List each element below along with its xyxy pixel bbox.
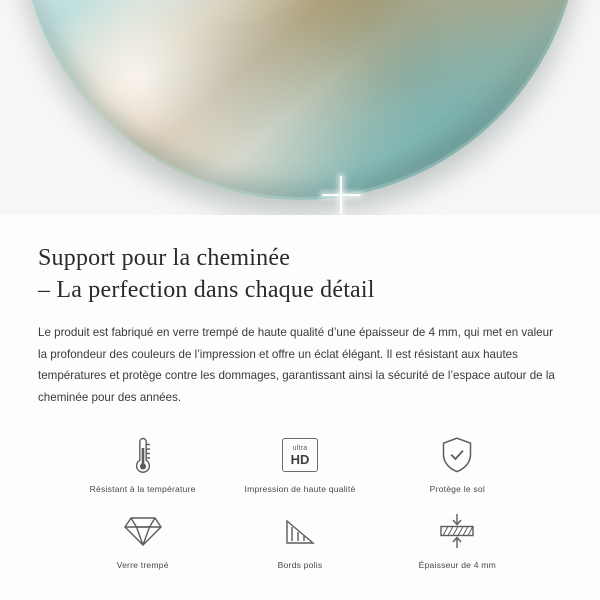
feature-item [379,508,536,570]
feature-label: Protège le sol [429,484,485,495]
feature-label: Bords polis [277,560,323,571]
feature-label: Épaisseur de 4 mm [418,560,497,571]
ultra-hd-badge-bottom: HD [290,451,310,467]
polished-edges-icon [283,508,317,554]
feature-grid [38,432,562,570]
description-paragraph: Le produit est fabriqué en verre trempé de haute qualité d’une épaisseur de 4 mm, qui met en valeur la profondeur des couleurs de l’impression et offre un éclat élégant. Il est résistant aux hautes températures et protège contre les dommages, garantissant ainsi la sécurité de l’espace autour de la cheminée pour des années. [38,326,555,404]
feature-item [64,432,221,494]
feature-label: Verre trempé [116,560,169,571]
shield-check-icon [440,432,474,478]
feature-item [379,432,536,494]
ultra-hd-icon [282,432,318,478]
glass-plate-image [20,0,580,200]
feature-item [221,508,378,570]
feature-item [64,508,221,570]
thermometer-icon [132,432,154,478]
text-content [0,215,600,570]
headline-line-2: – La perfection dans chaque détail [38,276,375,303]
feature-label: Impression de haute qualité [244,484,356,495]
page-title [38,243,562,306]
headline-line-1: Support pour la cheminée [38,245,291,271]
hero-image [0,0,600,215]
feature-item [221,432,378,494]
feature-label: Résistant à la température [89,484,196,495]
ultra-hd-badge-top: ultra [292,444,308,452]
thickness-icon [437,508,477,554]
diamond-icon [123,508,163,554]
